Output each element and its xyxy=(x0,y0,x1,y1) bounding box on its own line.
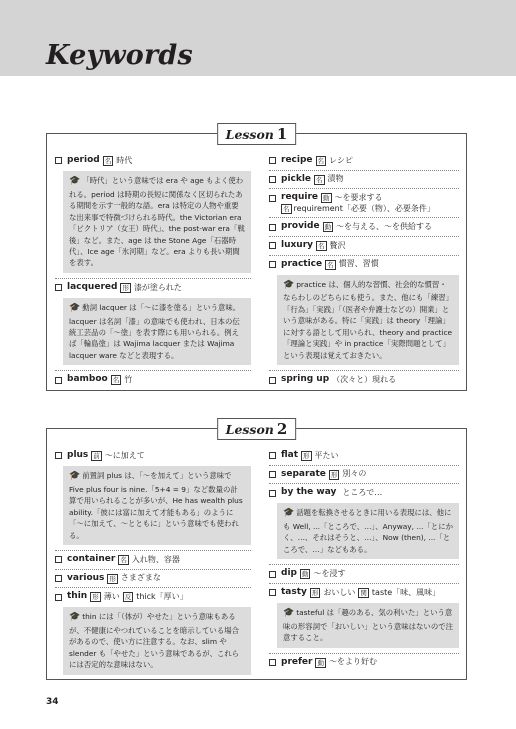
checkbox[interactable] xyxy=(269,659,276,666)
checkbox[interactable] xyxy=(269,490,276,497)
lesson-1-tab xyxy=(217,123,297,145)
keyword-entry xyxy=(269,466,459,485)
graduation-cap-icon: 🎓 xyxy=(69,302,81,313)
part-of-speech: 形 xyxy=(122,283,129,292)
part-of-speech: 形 xyxy=(109,574,116,583)
keyword-term: practice xyxy=(281,258,323,269)
usage-note-text: 動詞 lacquer は「～に漆を塗る」という意味。lacquer は名詞「漆」の意味でも使われ、日本の伝統工芸品の「～塗」を表す際にも用いられる。例えば「輪島塗」は Wajima lacquer または Wajima lacquer ware などと表現する。 xyxy=(69,302,241,360)
part-of-speech: 名 xyxy=(317,156,325,165)
usage-note xyxy=(63,466,251,545)
keyword-meaning: （次々と）現れる xyxy=(332,374,397,384)
checkbox[interactable] xyxy=(55,377,62,384)
part-of-speech: 前 xyxy=(93,451,100,460)
graduation-cap-icon: 🎓 xyxy=(283,607,295,618)
part-of-speech: 動 xyxy=(323,194,330,203)
part-of-speech: 形 xyxy=(311,588,319,597)
checkbox[interactable] xyxy=(269,471,276,478)
keyword-term: flat xyxy=(281,450,299,460)
part-of-speech: 名 xyxy=(112,376,120,385)
checkbox[interactable] xyxy=(269,589,276,596)
keyword-meaning: 別々の xyxy=(342,469,367,479)
keyword-entry xyxy=(269,484,459,565)
keyword-meaning: 竹 xyxy=(124,375,133,385)
lesson-2-right-column xyxy=(269,447,459,671)
part-of-speech: 形 xyxy=(330,470,338,479)
keyword-meaning: 漬物 xyxy=(327,174,344,184)
keyword-term: bamboo xyxy=(67,374,108,385)
checkbox[interactable] xyxy=(269,224,276,231)
keyword-meaning: さまざまな xyxy=(120,573,161,583)
keyword-term: tasty xyxy=(281,587,307,598)
part-of-speech: 形 xyxy=(92,593,99,602)
part-of-speech: 動 xyxy=(324,223,332,232)
usage-note-text: 前置詞 plus は、「～を加えて」という意味で Five plus four is nine.「5+4 = 9」など数量の計算で用いられることが多いが、He has wealth plus ability.「彼には富に加えて才能もある」のように「～に加えて、～とともに」という意味でも使われる。 xyxy=(69,470,243,540)
lesson-number: 1 xyxy=(276,125,288,143)
checkbox[interactable] xyxy=(55,556,62,563)
keyword-meaning: レシピ xyxy=(329,155,353,165)
keyword-meaning: 慣習、習慣 xyxy=(338,259,379,269)
keyword-meaning: 贅沢 xyxy=(329,240,346,250)
keyword-meaning: ～を浸す xyxy=(313,569,346,579)
usage-note xyxy=(63,171,251,273)
lesson-1-box xyxy=(46,125,467,391)
lesson-2-tab xyxy=(217,418,297,440)
usage-note-text: thin には「（体が）やせた」という意味もあるが、不健康にやつれていることを暗示している場合があるので、使い方に注意する。なお、slim や slender も「やせた」という意味であるが、これらには否定的な意味はない。 xyxy=(69,612,240,670)
checkbox[interactable] xyxy=(269,157,276,164)
keyword-term: spring up xyxy=(281,374,330,385)
keyword-meaning: taste「味、風味」 xyxy=(371,587,441,597)
usage-note xyxy=(63,298,251,366)
keyword-term: luxury xyxy=(281,240,314,251)
keyword-meaning: 時代 xyxy=(116,155,133,165)
keyword-entry xyxy=(269,237,459,256)
keyword-term: container xyxy=(67,553,116,564)
checkbox[interactable] xyxy=(269,377,276,384)
keyword-term: recipe xyxy=(281,155,313,165)
checkbox[interactable] xyxy=(55,594,62,601)
usage-note-text: tasteful は「趣のある、気の利いた」という意味の形容詞で「おいしい」という意味はないので注意すること。 xyxy=(283,607,453,643)
keyword-term: pickle xyxy=(281,173,312,184)
keyword-meaning: ～に加えて xyxy=(104,450,145,460)
graduation-cap-icon: 🎓 xyxy=(69,612,81,623)
keyword-entry xyxy=(269,371,459,389)
graduation-cap-icon: 🎓 xyxy=(283,279,295,290)
keyword-entry xyxy=(55,551,251,570)
keyword-term: various xyxy=(67,572,105,583)
checkbox[interactable] xyxy=(269,242,276,249)
usage-note-text: 話題を転換させるときに用いる表現には、他にも Well, ...「ところで、…」、Anyway, ...「とにかく、…、それはそうと、…」、Now (then), ...「ところで、…」などもある。 xyxy=(283,508,453,554)
graduation-cap-icon: 🎓 xyxy=(69,470,81,481)
checkbox[interactable] xyxy=(55,157,62,164)
checkbox[interactable] xyxy=(55,575,62,582)
keyword-entry xyxy=(269,654,459,672)
keyword-term: period xyxy=(67,155,100,165)
keyword-meaning: ところで… xyxy=(342,488,383,498)
keyword-meaning: ～を与える、～を供給する xyxy=(336,222,433,232)
usage-note xyxy=(277,503,459,559)
lesson-label: Lesson xyxy=(225,422,274,437)
part-of-speech: 関 xyxy=(360,588,367,597)
keyword-entry xyxy=(269,152,459,171)
checkbox[interactable] xyxy=(269,571,276,578)
part-of-speech: 名 xyxy=(327,260,334,269)
usage-note-text: practice は、個人的な習慣、社会的な慣習・ならわしのどちらにも使う。また、他にも「練習」「行為」「実践」「（医者や弁護士などの）開業」という意味がある。特に「実践」は theory「理論」に対する語として用いられ、theory and practice「理論と実践」や in practice「実際問題として」という表現は覚えておきたい。 xyxy=(283,279,453,360)
keyword-entry xyxy=(55,588,251,680)
keyword-entry xyxy=(55,371,251,389)
keyword-entry xyxy=(269,189,459,218)
keyword-entry xyxy=(55,152,251,279)
keyword-entry xyxy=(269,171,459,190)
keyword-entry xyxy=(269,565,459,584)
part-of-speech: 動 xyxy=(317,658,324,667)
keyword-entry xyxy=(55,279,251,372)
keyword-term: lacquered xyxy=(67,281,118,292)
keyword-entry xyxy=(269,447,459,466)
keyword-meaning: thick「厚い」 xyxy=(136,591,188,601)
lesson-1-left-column xyxy=(55,152,251,389)
keyword-entry xyxy=(55,570,251,589)
keyword-term: thin xyxy=(67,591,88,602)
lesson-1-right-column xyxy=(269,152,459,389)
usage-note xyxy=(63,607,251,675)
keyword-term: prefer xyxy=(281,656,313,667)
lesson-2-box xyxy=(46,420,467,680)
keyword-meaning: おいしい xyxy=(323,587,356,597)
usage-note-text: 「時代」という意味では era や age もよく使われる。period は時期の長短に関係なく区切られたある期間を示す一般的な語。era は特定の人物や重要な出来事で特徴づけられる時代。the Victorian era「ビクトリア（女王）時代」、the post-war era「戦後」など。また、age は the Stone Age「石器時代」、Ice age「氷河期」など。era よりも長い期間を表す。 xyxy=(69,175,245,268)
keyword-term: separate xyxy=(281,468,326,479)
usage-note xyxy=(277,275,459,366)
lesson-number: 2 xyxy=(276,420,288,438)
keyword-term: require xyxy=(281,192,319,203)
keyword-meaning: 平たい xyxy=(314,450,339,460)
part-of-speech: 名 xyxy=(318,241,325,250)
checkbox[interactable] xyxy=(269,176,276,183)
part-of-speech: 名 xyxy=(283,205,290,214)
keyword-meaning: 薄い xyxy=(103,591,120,601)
part-of-speech: 反 xyxy=(124,593,132,602)
checkbox[interactable] xyxy=(269,261,276,268)
page-number: 34 xyxy=(46,697,59,707)
lesson-2-left-column xyxy=(55,447,251,680)
part-of-speech: 名 xyxy=(120,555,127,564)
part-of-speech: 動 xyxy=(301,570,309,579)
keyword-term: dip xyxy=(281,568,297,579)
part-of-speech: 名 xyxy=(316,175,323,184)
part-of-speech: 名 xyxy=(104,156,112,165)
keyword-term: plus xyxy=(67,450,89,460)
related-word xyxy=(269,204,459,214)
keyword-term: by the way xyxy=(281,487,337,498)
checkbox[interactable] xyxy=(269,452,276,459)
page-title: Keywords xyxy=(46,40,193,71)
lesson-label: Lesson xyxy=(225,127,274,142)
related-word-text: requirement「必要（物）、必要条件」 xyxy=(293,204,435,214)
graduation-cap-icon: 🎓 xyxy=(283,508,295,519)
page-header xyxy=(0,0,516,76)
keyword-term: provide xyxy=(281,221,320,232)
keyword-meaning: ～をより好む xyxy=(328,657,377,667)
keyword-meaning: ～を要求する xyxy=(334,193,383,203)
checkbox[interactable] xyxy=(269,195,276,202)
part-of-speech: 形 xyxy=(303,451,310,460)
keyword-entry xyxy=(55,447,251,551)
checkbox[interactable] xyxy=(55,284,62,291)
keyword-entry xyxy=(269,218,459,237)
keyword-entry xyxy=(269,256,459,371)
usage-note xyxy=(277,603,459,648)
graduation-cap-icon: 🎓 xyxy=(69,175,81,186)
keyword-meaning: 漆が塗られた xyxy=(133,282,182,292)
keyword-meaning: 入れ物、容器 xyxy=(131,554,180,564)
checkbox[interactable] xyxy=(55,452,62,459)
keyword-entry xyxy=(269,584,459,654)
